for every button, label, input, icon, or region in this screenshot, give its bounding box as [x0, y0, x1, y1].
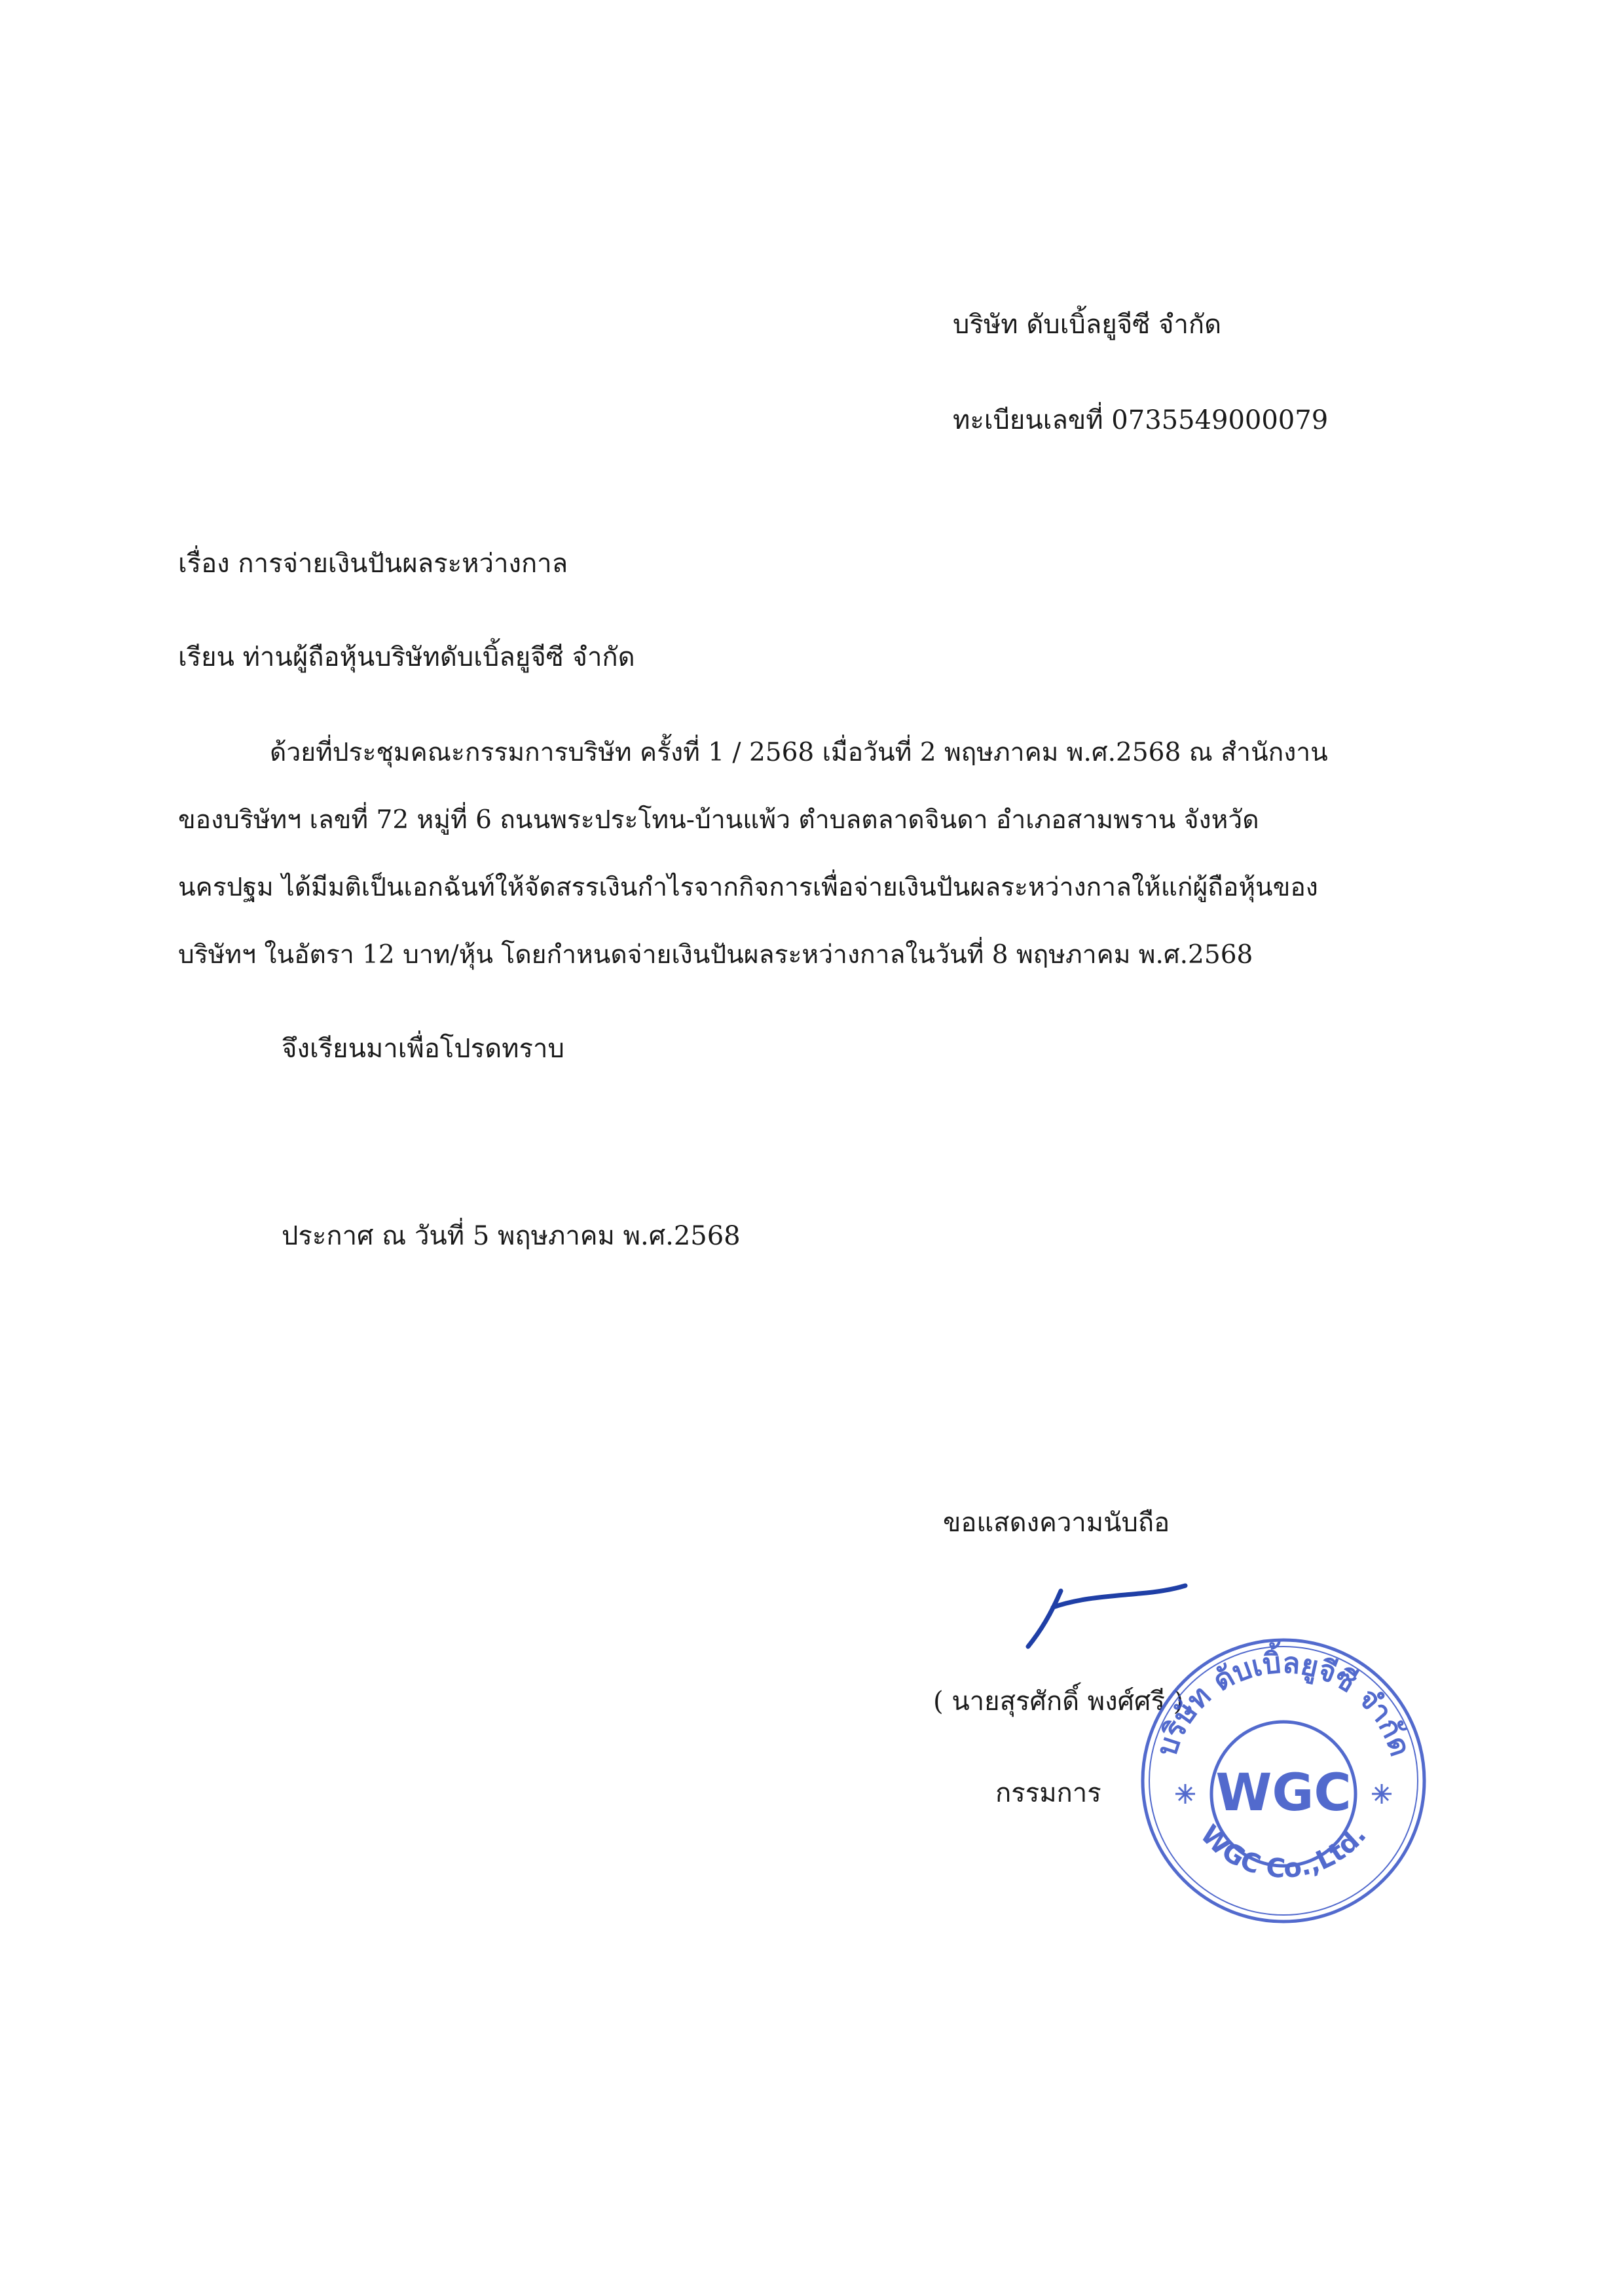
registration-number: ทะเบียนเลขที่ 0735549000079 [953, 405, 1329, 435]
salutation-line: เรียน ท่านผู้ถือหุ้นบริษัทดับเบิ้ลยูจีซี จำกัด [178, 642, 635, 672]
svg-text:WGC: WGC [1215, 1764, 1352, 1823]
subject-line: เรื่อง การจ่ายเงินปันผลระหว่างกาล [178, 549, 568, 579]
body-paragraph-line-4: บริษัทฯ ในอัตรา 12 บาท/หุ้น โดยกำหนดจ่ายเงินปันผลระหว่างกาลในวันที่ 8 พฤษภาคม พ.ศ.2568 [178, 940, 1253, 970]
closing-line: จึงเรียนมาเพื่อโปรดทราบ [282, 1034, 564, 1064]
regards-text: ขอแสดงความนับถือ [943, 1508, 1170, 1538]
body-paragraph-line-3: นครปฐม ได้มีมติเป็นเอกฉันท์ให้จัดสรรเงินกำไรจากกิจการเพื่อจ่ายเงินปันผลระหว่างกาลให้แก่ผู้ถือหุ้นของ [178, 873, 1318, 902]
svg-text:WGC Co.,Ltd.: WGC Co.,Ltd. [1194, 1819, 1373, 1884]
announcement-date: ประกาศ ณ วันที่ 5 พฤษภาคม พ.ศ.2568 [282, 1221, 741, 1251]
signatory-title: กรรมการ [995, 1778, 1101, 1808]
company-name: บริษัท ดับเบิ้ลยูจีซี จำกัด [953, 310, 1222, 340]
company-seal-stamp [1133, 1630, 1434, 1931]
body-paragraph-line-2: ของบริษัทฯ เลขที่ 72 หมู่ที่ 6 ถนนพระประโทน-บ้านแพ้ว ตำบลตลาดจินดา อำเภอสามพราน จังหวัด [178, 805, 1259, 835]
body-paragraph-line-1: ด้วยที่ประชุมคณะกรรมการบริษัท ครั้งที่ 1 / 2568 เมื่อวันที่ 2 พฤษภาคม พ.ศ.2568 ณ สำนักงาน [270, 738, 1328, 767]
svg-text:บริษัท ดับเบิ้ลยูจีซี จำกัด: บริษัท ดับเบิ้ลยูจีซี จำกัด [1150, 1646, 1417, 1760]
signatory-name: ( นายสุรศักดิ์ พงศ์ศรี ) [933, 1686, 1184, 1717]
